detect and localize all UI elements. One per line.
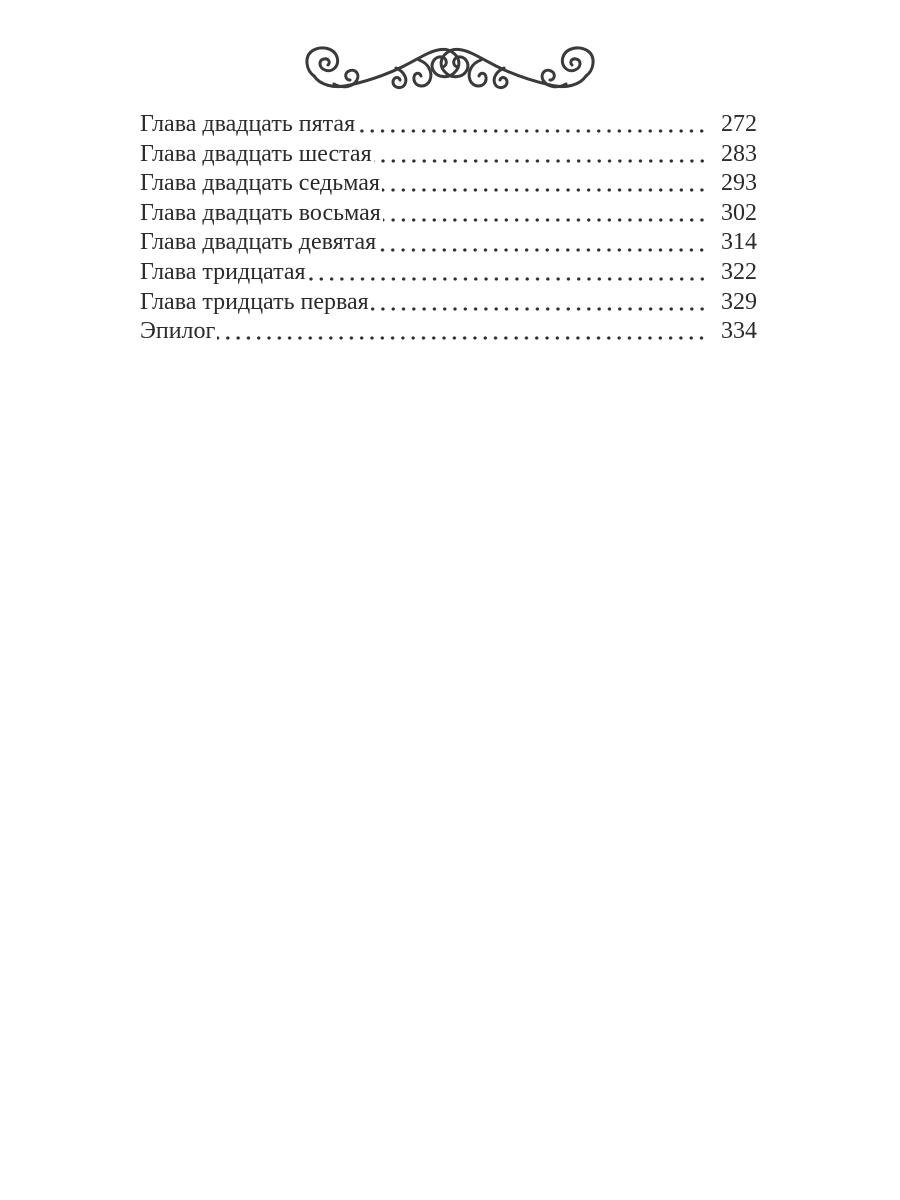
toc-entry (140, 110, 757, 140)
dot-leader (378, 228, 707, 258)
page-number: 322 (721, 258, 757, 285)
toc-entry (140, 317, 757, 347)
chapter-title: Глава двадцать пятая (140, 111, 356, 137)
toc-entry (140, 288, 757, 318)
page-number: 314 (721, 229, 757, 256)
toc-entry (140, 228, 757, 258)
page-number: 293 (721, 170, 757, 197)
chapter-title: Глава тридцатая (140, 258, 306, 285)
table-of-contents (140, 110, 757, 347)
dot-leader (374, 140, 707, 170)
dot-leader (357, 110, 707, 140)
toc-entry (140, 169, 757, 199)
page-number: 283 (721, 140, 757, 167)
chapter-title: Глава двадцать шестая (140, 140, 372, 167)
page-number: 334 (721, 318, 757, 345)
chapter-title: Глава двадцать восьмая (140, 199, 381, 226)
dot-leader (371, 288, 707, 318)
dot-leader (217, 317, 707, 347)
flourish-divider (300, 42, 600, 94)
page-number: 302 (721, 199, 757, 226)
chapter-title: Глава двадцать седьмая (140, 170, 380, 197)
page-number: 329 (721, 288, 757, 315)
page-number: 272 (721, 111, 757, 137)
chapter-title: Эпилог (140, 318, 216, 345)
dot-leader (308, 258, 707, 288)
chapter-title: Глава тридцать первая (140, 288, 369, 315)
toc-entry (140, 199, 757, 229)
toc-entry (140, 258, 757, 288)
flourish-ornament-icon (300, 42, 600, 94)
dot-leader (382, 169, 707, 199)
toc-entry (140, 140, 757, 170)
dot-leader (383, 199, 707, 229)
chapter-title: Глава двадцать девятая (140, 229, 377, 256)
